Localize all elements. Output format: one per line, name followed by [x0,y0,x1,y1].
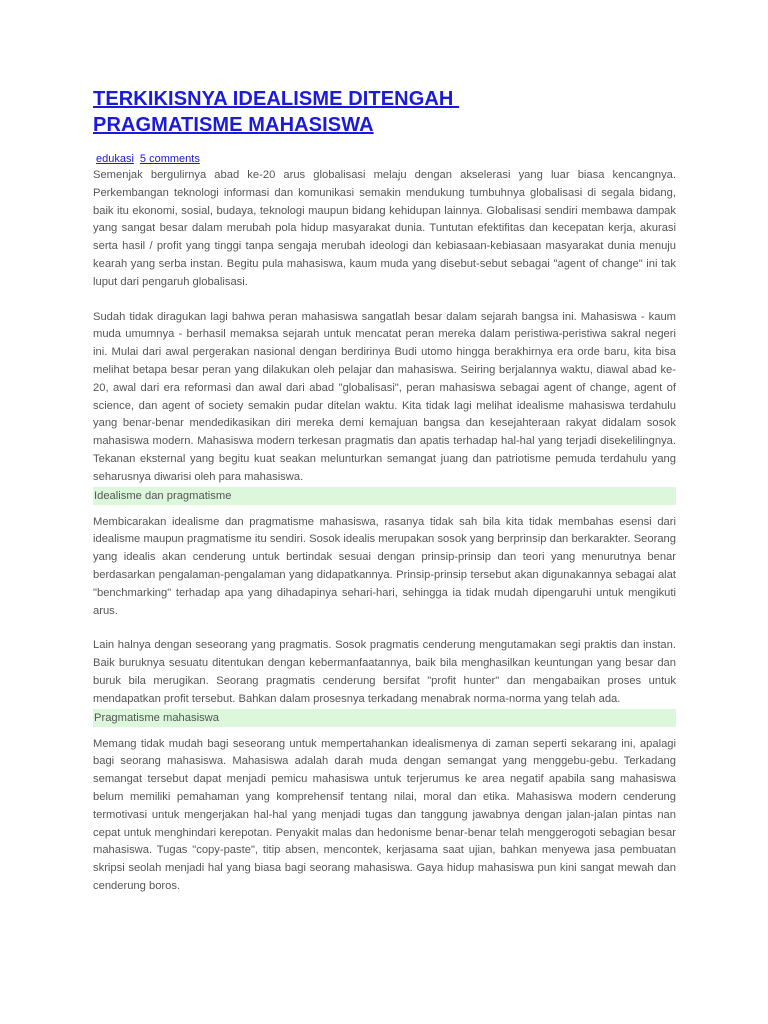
category-link[interactable]: edukasi [96,153,134,165]
comments-link[interactable]: 5 comments [139,153,200,165]
article-title-link[interactable]: TERKIKISNYA IDEALISME DITENGAH PRAGMATISME MAHASISWA [93,88,454,136]
section-heading-idealism: Idealisme dan pragmatisme [93,487,676,505]
post-meta [93,153,676,166]
paragraph-history: Sudah tidak diragukan lagi bahwa peran mahasiswa sangatlah besar dalam sejarah bangsa ini. Mahasiswa - kaum muda umumnya - berhasil memaksa sejarah untuk mencatat peran mereka dalam peristiwa-peristiwa sakral negeri ini. Mulai dari awal pergerakan nasional dengan berdirinya Budi utomo hingga berakhirnya era orde baru, kita bisa melihat betapa besar peran yang dilakukan oleh pelajar dan mahasiswa. Seiring berjalannya waktu, diawal abad ke-20, awal dari era reformasi dan awal dari abad "globalisasi", peran mahasiswa sebagai agent of change, agent of science, dan agent of society semakin pudar ditelan waktu. Kita tidak lagi melihat idealisme mahasiswa terdahulu yang benar-benar mendedikasikan diri mereka demi kemajuan bangsa dan kesejahteraan rakyat didalam sosok mahasiswa modern. Mahasiswa modern terkesan pragmatis dan apatis terhadap hal-hal yang terjadi disekelilingnya. Tekanan eksternal yang begitu kuat seakan melunturkan semangat juang dan patriotisme pemuda terdahulu yang seharusnya diwarisi oleh para mahasiswa. [93,310,676,483]
paragraph-student-pragmatism: Memang tidak mudah bagi seseorang untuk mempertahankan idealismenya di zaman seperti sekarang ini, apalagi bagi seorang mahasiswa. Mahasiswa adalah darah muda dengan semangat yang menggebu-gebu. Terkadang semangat tersebut dapat menjadi pemicu mahasiswa untuk terjerumus ke area negatif apabila sang mahasiswa belum memiliki pemahaman yang komprehensif tentang nilai, moral dan etika. Mahasiswa modern cenderung termotivasi untuk mengerjakan hal-hal yang menjadi tugas dan tanggung jawabnya dengan jalan-jalan pintas nan cepat untuk menghindari kerepotan. Penyakit malas dan hedonisme benar-benar telah menggerogoti sebagian besar mahasiswa. Tugas "copy-paste", titip absen, mencontek, kerjasama saat ujian, bahkan menyewa jasa pembuatan skripsi seolah menjadi hal yang biasa bagi seorang mahasiswa. Gaya hidup mahasiswa pun kini sangat mewah dan cenderung boros. [93,737,676,892]
paragraph-idealism: Membicarakan idealisme dan pragmatisme mahasiswa, rasanya tidak sah bila kita tidak membahas esensi dari idealisme maupun pragmatisme itu sendiri. Sosok idealis merupakan sosok yang berprinsip dan berkarakter. Seorang yang idealis akan cenderung untuk bertindak sesuai dengan prinsip-prinsip dan teori yang menurutnya benar berdasarkan pengalaman-pengalaman yang didapatkannya. Prinsip-prinsip tersebut akan digunakannya sebagai alat "benchmarking" terhadap apa yang dihadapinya sehari-hari, sehingga ia tidak mudah dipengaruhi untuk mengikuti arus. [93,515,676,617]
section-heading-student-pragmatism: Pragmatisme mahasiswa [93,709,676,727]
paragraph-intro: Semenjak bergulirnya abad ke-20 arus globalisasi melaju dengan akselerasi yang luar biasa kencangnya. Perkembangan teknologi informasi dan komunikasi semakin mendukung tumbuhnya globalisasi di segala bidang, baik itu ekonomi, sosial, budaya, teknologi maupun bidang kehidupan lainnya. Globalisasi sendiri membawa dampak yang sangat besar dalam merubah pola hidup masyarakat dunia. Tuntutan efektifitas dan kecepatan kerja, akurasi serta hasil / profit yang tinggi tanpa sengaja merubah ideologi dan kebiasaan-kebiasaan masyarakat dunia menuju kearah yang serba instan. Begitu pula mahasiswa, kaum muda yang disebut-sebut sebagai "agent of change" ini tak luput dari pengaruh globalisasi. [93,169,676,288]
article [93,86,676,896]
paragraph-pragmatism: Lain halnya dengan seseorang yang pragmatis. Sosok pragmatis cenderung mengutamakan segi praktis dan instan. Baik buruknya sesuatu ditentukan dengan kebermanfaatannya, baik bila menghasilkan keuntungan yang besar dan buruk bila merugikan. Seorang pragmatis cenderung bersifat "profit hunter" dan mengabaikan proses untuk mendapatkan profit tersebut. Bahkan dalam prosesnya terkadang menabrak norma-norma yang telah ada. [93,639,676,705]
